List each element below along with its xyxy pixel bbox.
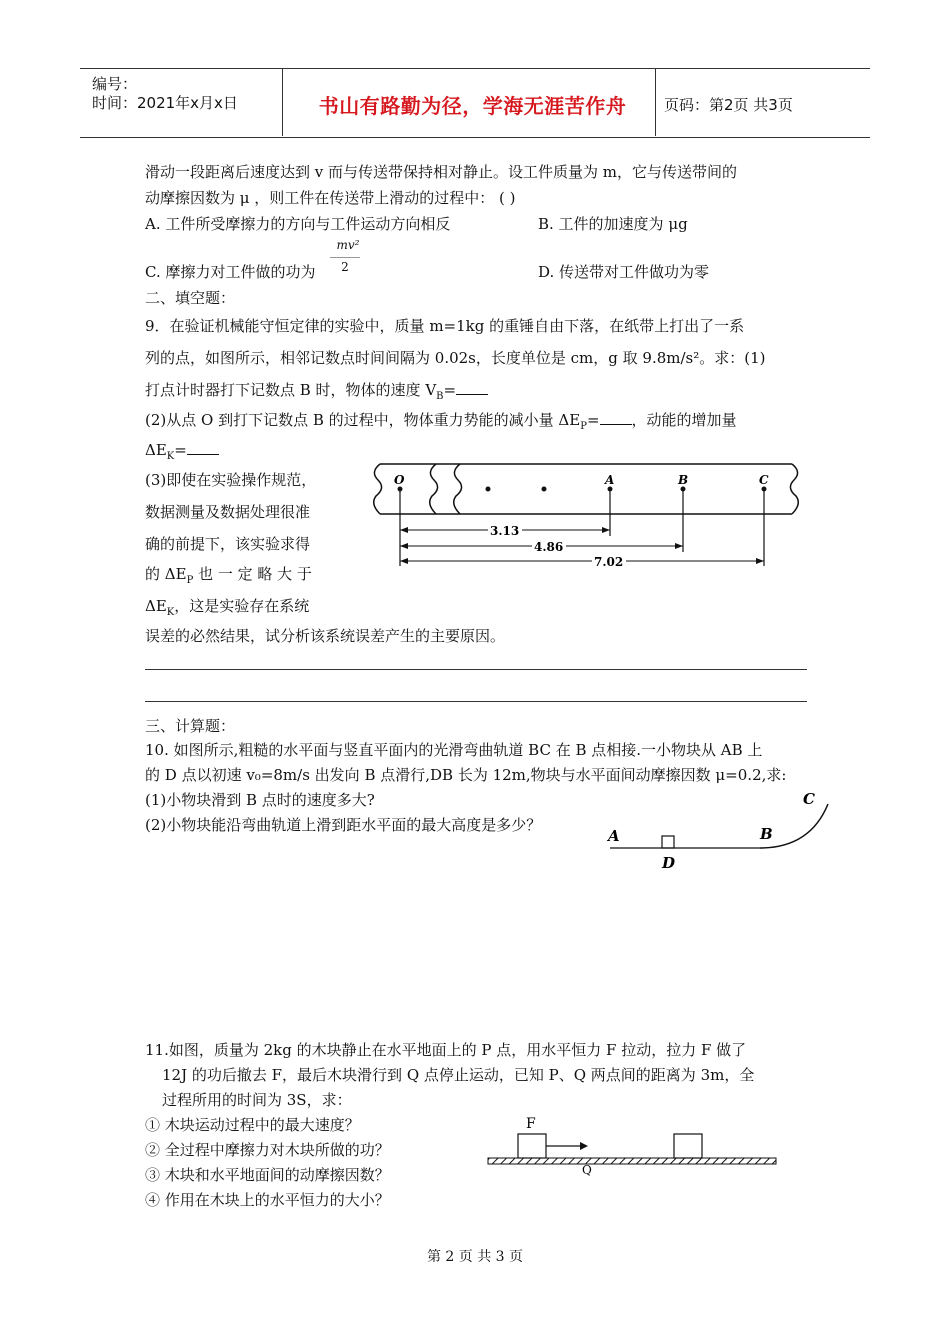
q10-line3: (1)小物块滑到 B 点时的速度多大? (145, 791, 375, 809)
tape-label-b: B (678, 473, 689, 487)
block-diagram (484, 1112, 780, 1178)
page-footer: 第 2 页 共 3 页 (426, 1249, 524, 1265)
q11-item2: ② 全过程中摩擦力对木块所做的功？ (145, 1141, 390, 1159)
q9-line1: 9．在验证机械能守恒定律的实验中，质量 m=1kg 的重锤自由下落，在纸带上打出了一系 (145, 317, 745, 335)
track-label-c: C (803, 790, 815, 808)
header-divider-right (655, 68, 656, 136)
q10-line4: (2)小物块能沿弯曲轨道上滑到距水平面的最大高度是多少？ (145, 816, 542, 834)
q11-line3: 过程所用的时间为 3S，求： (162, 1091, 352, 1109)
block-start (518, 1134, 546, 1158)
tape-label-o: O (394, 473, 405, 487)
q10-line1: 10. 如图所示,粗糙的水平面与竖直平面内的光滑弯曲轨道 BC 在 B 点相接.一小物块从 AB 上 (145, 741, 763, 759)
tape-distance-oc: 7.02 (594, 555, 624, 569)
q8-fraction-bar (330, 257, 360, 258)
q11-item1: ① 木块运动过程中的最大速度？ (145, 1116, 360, 1134)
q8-line1: 滑动一段距离后速度达到 v 而与传送带保持相对静止。设工件质量为 m，它与传送带间的 (145, 163, 738, 181)
q8-fraction-num: mv² (336, 238, 360, 252)
q9-line10: $\Delta E_K$，这是实验存在系统 (145, 597, 310, 618)
block-end (674, 1134, 702, 1158)
tape-distance-ob: 4.86 (534, 540, 564, 554)
q8-option-c: C. 摩擦力对工件做的功为 (145, 263, 316, 281)
section3-title: 三、计算题： (145, 717, 236, 735)
q9-line5: $\Delta E_K=$ (145, 440, 815, 467)
tape-dot-2 (542, 487, 547, 492)
answer-line-2 (145, 701, 807, 702)
q8-option-d: D. 传送带对工件做功为零 (538, 263, 710, 281)
q9-line8: 确的前提下，该实验求得 (145, 535, 311, 553)
force-arrow (580, 1142, 588, 1150)
q9-line9: 的 $\Delta E_P$ 也 一 定 略 大 于 (145, 565, 312, 586)
q9-line11: 误差的必然结果，试分析该系统误差产生的主要原因。 (145, 627, 506, 645)
q8-option-a: A. 工件所受摩擦力的方向与工件运动方向相反 (145, 215, 451, 233)
track-label-a: A (608, 827, 620, 845)
track-diagram (600, 786, 840, 872)
tape-label-c: C (759, 473, 769, 487)
time-label: 时间：2021年x月x日 (92, 94, 238, 112)
q8-line2: 动摩擦因数为 μ ，则工件在传送带上滑动的过程中： ( ) (145, 189, 516, 207)
tape-label-a: A (605, 473, 615, 487)
q10-line2: 的 D 点以初速 v₀=8m/s 出发向 B 点滑行,DB 长为 12m,物块与水平面间动摩擦因数 μ=0.2,求: (145, 766, 787, 784)
answer-line-1 (145, 669, 807, 670)
track-label-b: B (760, 825, 773, 843)
motto: 书山有路勤为径，学海无涯苦作舟 (318, 94, 627, 118)
q9-line3: 打点计时器打下记数点 B 时，物体的速度 $V_B=$ (145, 380, 815, 407)
q9-line4: (2)从点 O 到打下记数点 B 的过程中，物体重力势能的减小量 $\Delta E_P=$ ，动能的增加量 (145, 411, 737, 432)
q8-option-b: B. 工件的加速度为 μg (538, 215, 688, 233)
point-label-q: Q (582, 1163, 592, 1177)
paper-tape-diagram (368, 458, 800, 578)
q9-line2: 列的点，如图所示，相邻记数点时间间隔为 0.02s，长度单位是 cm，g 取 9.8m/s²。求：(1) (145, 349, 766, 367)
tape-dot-1 (486, 487, 491, 492)
block-d (662, 836, 674, 848)
tape-distance-oa: 3.13 (490, 524, 520, 538)
q8-fraction-den: 2 (341, 260, 349, 274)
section2-title: 二、填空题： (145, 289, 236, 307)
q11-item3: ③ 木块和水平地面间的动摩擦因数？ (145, 1166, 390, 1184)
q11-item4: ④ 作用在木块上的水平恒力的大小？ (145, 1191, 390, 1209)
q9-line7: 数据测量及数据处理很准 (145, 503, 311, 521)
track-label-d: D (662, 854, 676, 872)
q11-line2: 12J 的功后撤去 F，最后木块滑行到 Q 点停止运动，已知 P、Q 两点间的距离为 3m，全 (162, 1066, 755, 1084)
serial-label: 编号： (92, 75, 138, 93)
page-info: 页码：第2页 共3页 (664, 96, 793, 114)
q9-line6: (3)即使在实验操作规范， (145, 471, 317, 489)
header-divider-left (282, 68, 283, 136)
q11-line1: 11.如图，质量为 2kg 的木块静止在水平地面上的 P 点，用水平恒力 F 拉动，拉力 F 做了 (145, 1041, 747, 1059)
force-label-f: F (526, 1116, 536, 1132)
